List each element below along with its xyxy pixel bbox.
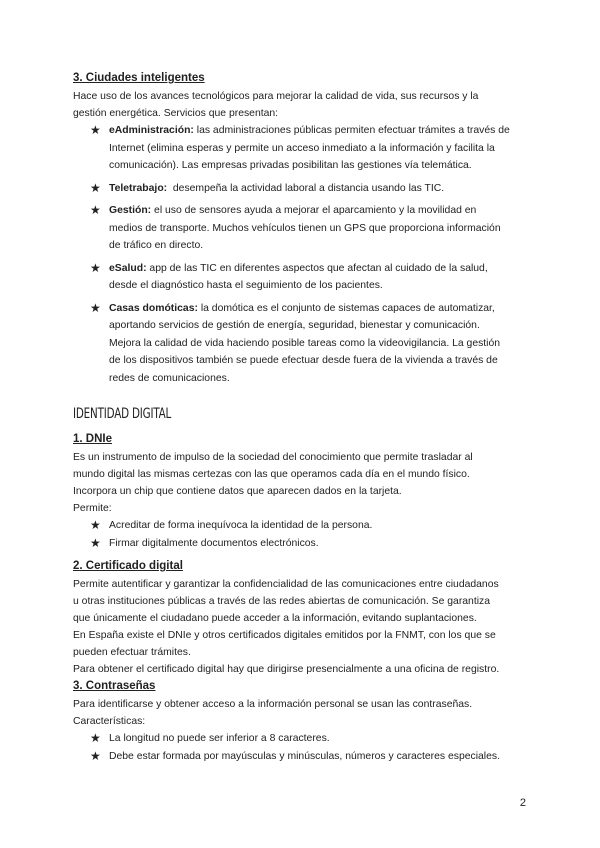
dnie-list bbox=[73, 517, 533, 552]
list-item bbox=[73, 517, 533, 535]
service-text: Internet (elimina esperas y permite un acceso inmediato a la información y facilita la bbox=[109, 142, 495, 154]
star-bullet-icon: ★ bbox=[90, 300, 101, 315]
service-text: redes de comunicaciones. bbox=[109, 372, 230, 384]
service-text: el uso de sensores ayuda a mejorar el aparcamiento y la movilidad en bbox=[151, 205, 477, 216]
passwords-list bbox=[73, 730, 533, 765]
passwords-text-line: Para identificarse y obtener acceso a la información personal se usan las contraseñas. bbox=[73, 699, 473, 710]
dnie-text-line: Es un instrumento de impulso de la sociedad del conocimiento que permite trasladar al bbox=[73, 452, 473, 463]
service-text: de tráfico en directo. bbox=[109, 240, 204, 251]
smart-cities-services-list bbox=[73, 122, 533, 387]
list-item-text: Acreditar de forma inequívoca la identidad de la persona. bbox=[109, 520, 373, 531]
smart-cities-heading: 3. Ciudades inteligentes bbox=[73, 72, 205, 84]
star-bullet-icon: ★ bbox=[90, 731, 101, 745]
certificate-text-line: pueden efectuar trámites. bbox=[73, 647, 191, 658]
passwords-text-line: Características: bbox=[73, 716, 146, 727]
service-term: Gestión: bbox=[109, 205, 152, 216]
service-text: app de las TIC en diferentes aspectos que afectan al cuidado de la salud, bbox=[146, 262, 488, 274]
identity-section-title: IDENTIDAD DIGITAL bbox=[73, 406, 172, 422]
list-item bbox=[73, 122, 533, 175]
list-item-text: Debe estar formada por mayúsculas y minúsculas, números y caracteres especiales. bbox=[109, 750, 500, 762]
list-item bbox=[73, 730, 533, 748]
certificate-heading: 2. Certificado digital bbox=[73, 560, 183, 572]
passwords-section bbox=[73, 678, 533, 765]
service-term: eAdministración: bbox=[109, 125, 194, 136]
star-bullet-icon: ★ bbox=[90, 260, 101, 275]
service-text: medios de transporte. Muchos vehículos tienen un GPS que proporciona información bbox=[109, 222, 501, 234]
star-bullet-icon: ★ bbox=[90, 203, 101, 217]
dnie-text-line: mundo digital las mismas certezas con las que operamos cada día en el mundo físico. bbox=[73, 469, 470, 480]
certificate-text-line: En España existe el DNIe y otros certificados digitales emitidos por la FNMT, con los que se bbox=[73, 630, 496, 641]
service-text: desde el diagnóstico hasta el seguimiento de los pacientes. bbox=[109, 280, 383, 291]
list-item-text: La longitud no puede ser inferior a 8 caracteres. bbox=[109, 733, 330, 744]
service-text: desempeña la actividad laboral a distancia usando las TIC. bbox=[167, 182, 445, 194]
service-text: las administraciones públicas permiten efectuar trámites a través de bbox=[193, 125, 510, 136]
smart-cities-section bbox=[73, 70, 533, 387]
page-number: 2 bbox=[519, 797, 526, 809]
star-bullet-icon: ★ bbox=[90, 123, 101, 137]
service-text: Mejora la calidad de vida haciendo posible tareas como la videovigilancia. La gestión bbox=[109, 337, 501, 349]
service-term: Casas domóticas: bbox=[109, 302, 198, 314]
dnie-text-line: Incorpora un chip que contiene datos que aparecen dados en la tarjeta. bbox=[73, 486, 402, 497]
service-text: de los dispositivos también se puede efectuar desde fuera de la vivienda a través de bbox=[109, 355, 498, 366]
service-term: Teletrabajo: bbox=[109, 182, 168, 194]
list-item bbox=[73, 260, 533, 295]
smart-cities-intro-line: gestión energética. Servicios que presentan: bbox=[73, 108, 279, 119]
list-item bbox=[73, 202, 533, 255]
certificate-section bbox=[73, 558, 533, 678]
document-page bbox=[73, 70, 533, 765]
list-item bbox=[73, 748, 533, 766]
passwords-heading: 3. Contraseñas bbox=[73, 680, 156, 692]
certificate-text-line: u otras instituciones públicas a través de las redes abiertas de comunicación. Se garantiza bbox=[73, 596, 491, 607]
star-bullet-icon: ★ bbox=[90, 518, 101, 532]
dnie-heading: 1. DNIe bbox=[73, 433, 112, 445]
star-bullet-icon: ★ bbox=[90, 180, 101, 195]
list-item bbox=[73, 300, 533, 388]
certificate-text-line: que únicamente el ciudadano puede acceder a la información, evitando suplantaciones. bbox=[73, 613, 477, 624]
list-item bbox=[73, 180, 533, 198]
list-item-text: Firmar digitalmente documentos electrónicos. bbox=[109, 537, 319, 549]
service-text: la domótica es el conjunto de sistemas capaces de automatizar, bbox=[197, 302, 495, 314]
dnie-section bbox=[73, 431, 533, 552]
list-item bbox=[73, 535, 533, 553]
star-bullet-icon: ★ bbox=[90, 748, 101, 763]
certificate-text-line: Permite autentificar y garantizar la confidencialidad de las comunicaciones entre ciudadanos bbox=[73, 579, 499, 590]
dnie-text-line: Permite: bbox=[73, 503, 112, 514]
service-term: eSalud: bbox=[109, 262, 147, 274]
star-bullet-icon: ★ bbox=[90, 535, 101, 550]
service-text: comunicación). Las empresas privadas posibilitan las gestiones vía telemática. bbox=[109, 160, 472, 171]
certificate-text-line: Para obtener el certificado digital hay que dirigirse presencialmente a una oficina de registro. bbox=[73, 664, 500, 675]
service-text: aportando servicios de gestión de energía, seguridad, bienestar y comunicación. bbox=[109, 320, 480, 331]
smart-cities-intro-line: Hace uso de los avances tecnológicos para mejorar la calidad de vida, sus recursos y la bbox=[73, 91, 479, 102]
